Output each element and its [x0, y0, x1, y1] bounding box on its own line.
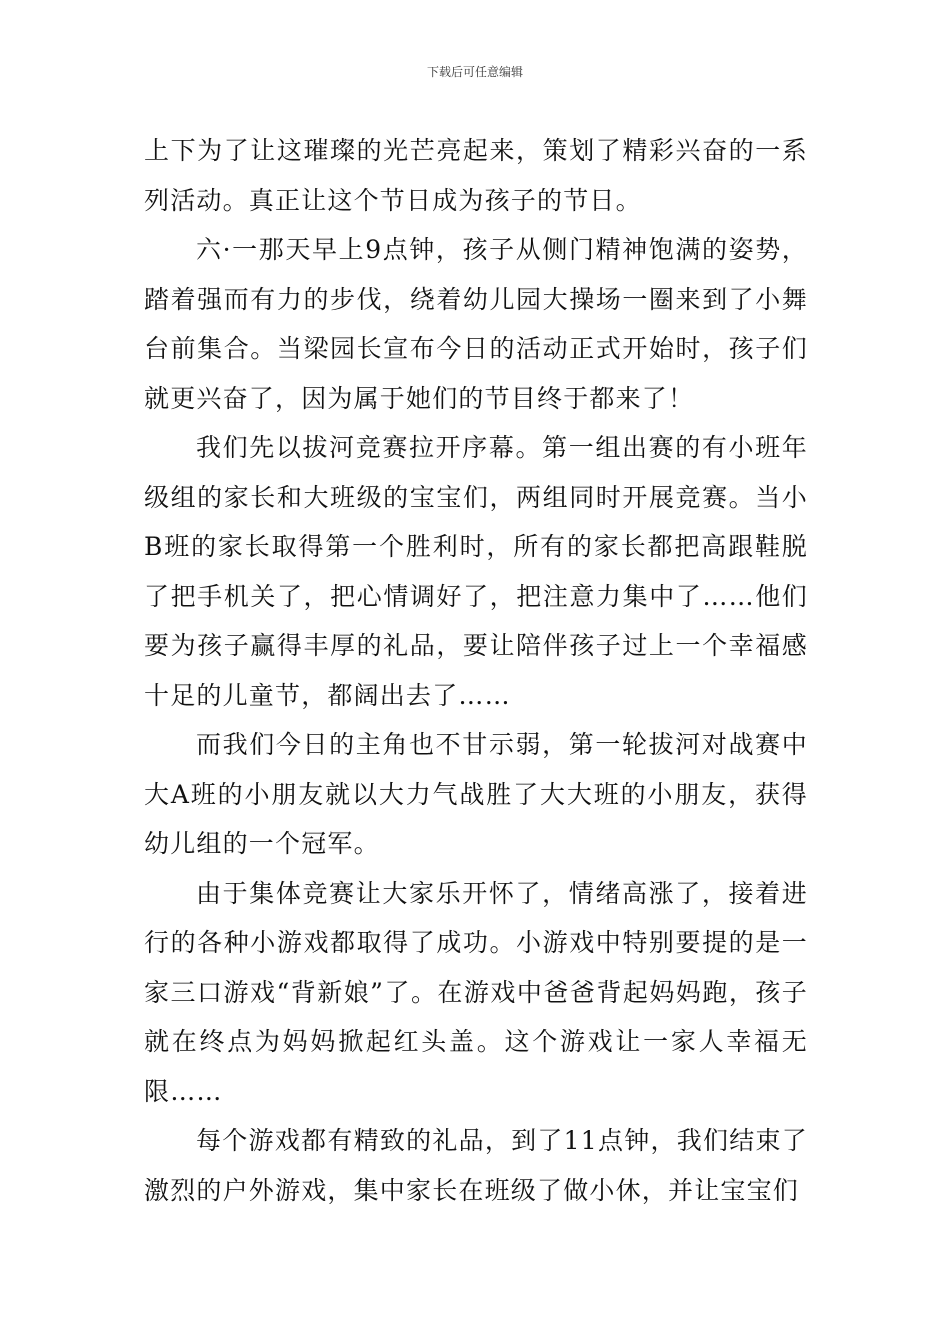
paragraph-june-first-morning: 六·一那天早上9点钟，孩子从侧门精神饱满的姿势，踏着强而有力的步伐，绕着幼儿园大操场一圈来到了小舞台前集合。当梁园长宣布今日的活动正式开始时，孩子们就更兴奋了，因为属于她们的节目终于都来了！ [144, 235, 808, 413]
page-header: 下载后可任意编辑 [426, 65, 523, 79]
paragraph-continuation: 上下为了让这璀璨的光芒亮起来，策划了精彩兴奋的一系列活动。真正让这个节日成为孩子的节日。 [144, 136, 808, 215]
paragraph-gifts-and-rest: 每个游戏都有精致的礼品，到了11点钟，我们结束了激烈的户外游戏，集中家长在班级了做小休，并让宝宝们 [144, 1126, 808, 1205]
paragraph-tug-of-war-children: 而我们今日的主角也不甘示弱，第一轮拔河对战赛中大A班的小朋友就以大力气战胜了大大班的小朋友，获得幼儿组的一个冠军。 [144, 730, 808, 858]
paragraph-tug-of-war-parents: 我们先以拔河竞赛拉开序幕。第一组出赛的有小班年级组的家长和大班级的宝宝们，两组同时开展竞赛。当小B班的家长取得第一个胜利时，所有的家长都把高跟鞋脱了把手机关了，把心情调好了，把注意力集中了……他们要为孩子赢得丰厚的礼品，要让陪伴孩子过上一个幸福感十足的儿童节，都阔出去了…… [144, 433, 808, 710]
paragraph-small-games: 由于集体竞赛让大家乐开怀了，情绪高涨了，接着进行的各种小游戏都取得了成功。小游戏中特别要提的是一家三口游戏“背新娘”了。在游戏中爸爸背起妈妈跑，孩子就在终点为妈妈掀起红头盖。这个游戏让一家人幸福无限…… [144, 878, 808, 1106]
article-body [144, 126, 808, 1215]
